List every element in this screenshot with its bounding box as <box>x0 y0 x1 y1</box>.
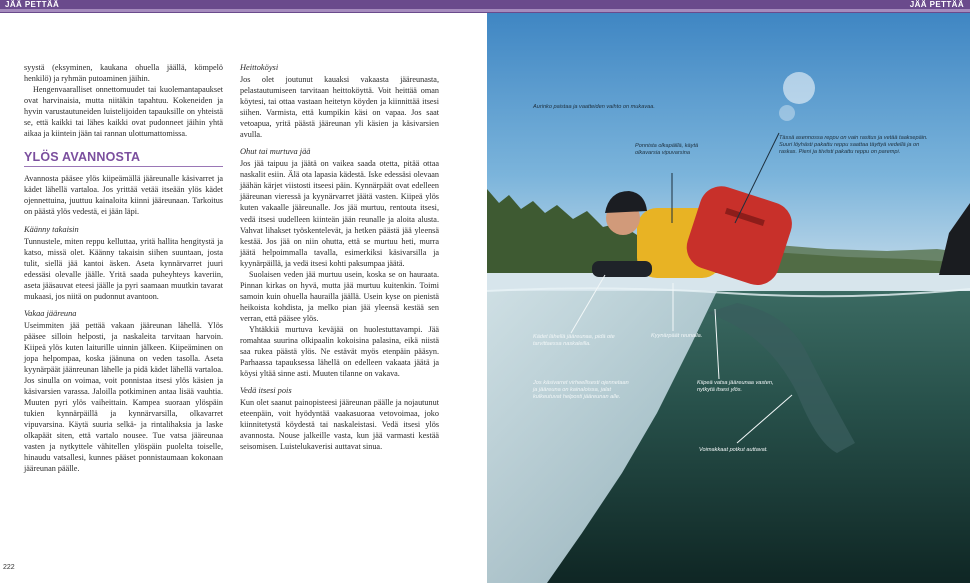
caption-belly: Kiipeä vatsa jääreunaa vasten, nytkytä itsesi ylös. <box>697 380 774 393</box>
photo-ice-rescue <box>487 13 970 583</box>
paragraph: Kun olet saanut painopisteesi jääreunan päälle ja nojautunut eteenpäin, voit hyödyntää vaakasuoraa vetovoimaa, joko kiinnitetystä köydestä tai naskaleistasi. Vedä itsesi ylös avannosta. Nouse jalkeille vasta, kun jää varmasti kestää seisomisen. Luistelukaverisi auttavat sinua. <box>240 398 439 452</box>
paragraph: Jos olet joutunut kauaksi vakaasta jääreunasta, pelastautumiseen tarvitaan heittoköyttä. Voit heittää oman köytesi, tai ottaa vastaan heitetyn köyden ja kiinnittää itsesi siihen. Varmista, että kumpikin käsi on vapaa. Jos saat vetoapua, yritä päästä jääreunan yli käsien ja käsivarsien avulla. <box>240 75 439 140</box>
photo-illustration <box>487 13 970 583</box>
paragraph: Jos jää taipuu ja jäätä on vaikea saada otetta, pitää ottaa naskalit esiin. Älä ota lapasia kädestä. Iske edessäsi olevaan jäähän kärjet viistosti itseesi päin. Kynnärpäät ovat edelleen jääreunan vieressä ja kyynärvarret jäätä vasten. Kiipeä ylös kuten vakaalle jääreunalle. Jos jää murtuu, rentouta itsesi, vedä itsesi uudelleen kiinteän jään reunalle ja aloita alusta. Vahvat lihakset työskentelevät, ja hetken päästä jää yleensä kestää. Jos jää on niin ohutta, että se murtuu heti, murra jäätä helpoimmalla tavalla, esimerkiksi käsivarsilla ja kyynärpäillä, ja vedä itsesi kohti paksumpaa jäätä. <box>240 159 439 268</box>
running-header-right: JÄÄ PETTÄÄ <box>909 0 964 9</box>
paragraph: Hengenvaaralliset onnettomuudet tai kuolemantapaukset ovat harvinaisia, mutta niitäkin tapahtuu. Kokeneiden ja hyvin varustautuneiden luistelijoiden tapauksille on yhteistä se, että kaikki tai lähes kaikki ovat pudonneet jäihin yhtä aikaa ja kiintein jään tai rannan ulottumattomissa. <box>24 85 223 139</box>
page-number: 222 <box>3 564 15 571</box>
sun-glare <box>779 105 795 121</box>
paragraph: syystä (eksyminen, kaukana ohuella jäällä, kömpelö henkilö) ja ryhmän putoaminen jäihin. <box>24 63 223 84</box>
subheading: Heittoköysi <box>240 63 279 72</box>
paragraph: Suolaisen veden jää murtuu usein, koska se on hauraata. Pinnan kirkas on hyvä, mutta jää murtuu kuitenkin. Toimi samoin kuin ohuella haurailla jäällä. Usein kyse on pienistä heikoista kohdista, ja melko pian jää yleensä kestää sen verran, että pääsee ylös. <box>240 269 439 323</box>
caption-kicks: Voimakkaat potkut auttavat. <box>699 447 768 453</box>
text-column-left <box>24 62 223 474</box>
sun-glare <box>783 72 815 104</box>
subheading: Vedä itsesi pois <box>240 386 292 396</box>
text-column-right <box>240 62 439 452</box>
caption-shoulders: Ponnista olkapäillä, käytä olkavarsia vipuvarsina <box>635 143 699 156</box>
person-arm <box>592 261 652 277</box>
paragraph: Avannosta pääsee ylös kiipeämällä jääreunalle käsivarret ja kädet lähellä vartaloa. Jos yrittää vetää itseään ylös kädet ojennettuina, juuttuu kainaloita kiinni jääreunaan. Tarkoitus on päästä ylös vedestä, ei jään läpi. <box>24 174 223 217</box>
caption-sun: Aurinko paistaa ja vaatteiden vaihto on mukavaa. <box>533 104 655 110</box>
caption-arms: Jos käsivarret virheellisesti ojennetaan ja jääreuna on kainaloissa, jalat kulkeutuvat helposti jääreunan alle. <box>533 380 629 400</box>
subheading: Vakaa jääreuna <box>24 308 77 318</box>
subheading: Ohut tai murtuva jää <box>240 147 311 157</box>
caption-hands: Kädet lähellä jääreunaa, pidä ote tarvittaessa naskaleilla. <box>533 334 615 347</box>
header-bar <box>0 0 970 13</box>
running-header-left: JÄÄ PETTÄÄ <box>5 0 60 9</box>
paragraph: Useimmiten jää pettää vakaan jääreunan lähellä. Ylös pääsee silloin helposti, ja naskaleita tarvitaan harvoin. Kiipeä ylös kuten laiturille uinnin jälkeen. Kiipeäminen on jopa helpompaa, koska jäänuna on veden tasolla. Aseta kyynärpäät jäänreunan lähelle ja pidä kädet lähellä vartaloa. Jos sinulla on voimaa, voit ponnistaa itsesi ylös käsien ja käsivarsien varassa. Jaloilla potkiminen antaa lisää vauhtia. Muuten pyri ylös vaiheittain. Kampea suoraan ylöspäin tukien kynnärpäillä ja kynnärvarsilla, olkavarret vipuvarsina. Käytä suuria selkä- ja rintalihaksia ja laske olkapäät siten, että vartalo nousee. Tue vatsa jääreunaa vasten ja nytkyttele vähitellen ylöspäin puolelta toiselle, hinaudu vatsallesi, kunnes pääset ponnistaumaan kokonaan jääreunan päälle. <box>24 320 223 474</box>
header-stripe <box>0 9 970 12</box>
section-heading: YLÖS AVANNOSTA <box>24 150 223 167</box>
paragraph: Yhtäkkiä murtuva keväjää on huolestuttavampi. Jää romahtaa suurina olkipaalin kokoisina palasina, eikä niistä saa rukea päästä ylös. Ne estävät myös etenpäin pääsyn. Parhaassa tapauksessa lähellä on edelleen vakaata jäätä ja köysi yltää sinne asti. Muuten tilanne on vakava. <box>240 324 439 379</box>
caption-elbows: Kyynärpäät reunalla. <box>651 333 703 339</box>
caption-backpack: Tässä asennossa reppu on vain rasitus ja vetää taaksepäin. Suuri löyhästi pakattu reppu saattaa täyttyä vedellä ja on raskas. Pieni ja tiiviisti pakattu reppu on parempi. <box>779 135 928 155</box>
paragraph: Tunnustele, miten reppu kelluttaa, yritä hallita hengitystä ja katso, missä olet. Käänny takaisin siihen suuntaan, josta tulit, siellä jää kantoi äsken. Aseta kynnärvarret juuri edessäsi olevalle jäälle. Yritä saada puheyhteys kaveriin, aseta jääsauvat eteesi jäälle ja pyri saamaan muutkin tavarat mukaasi, jos niitä on pudonnut avantoon. <box>24 236 223 301</box>
subheading: Käänny takaisin <box>24 224 79 234</box>
